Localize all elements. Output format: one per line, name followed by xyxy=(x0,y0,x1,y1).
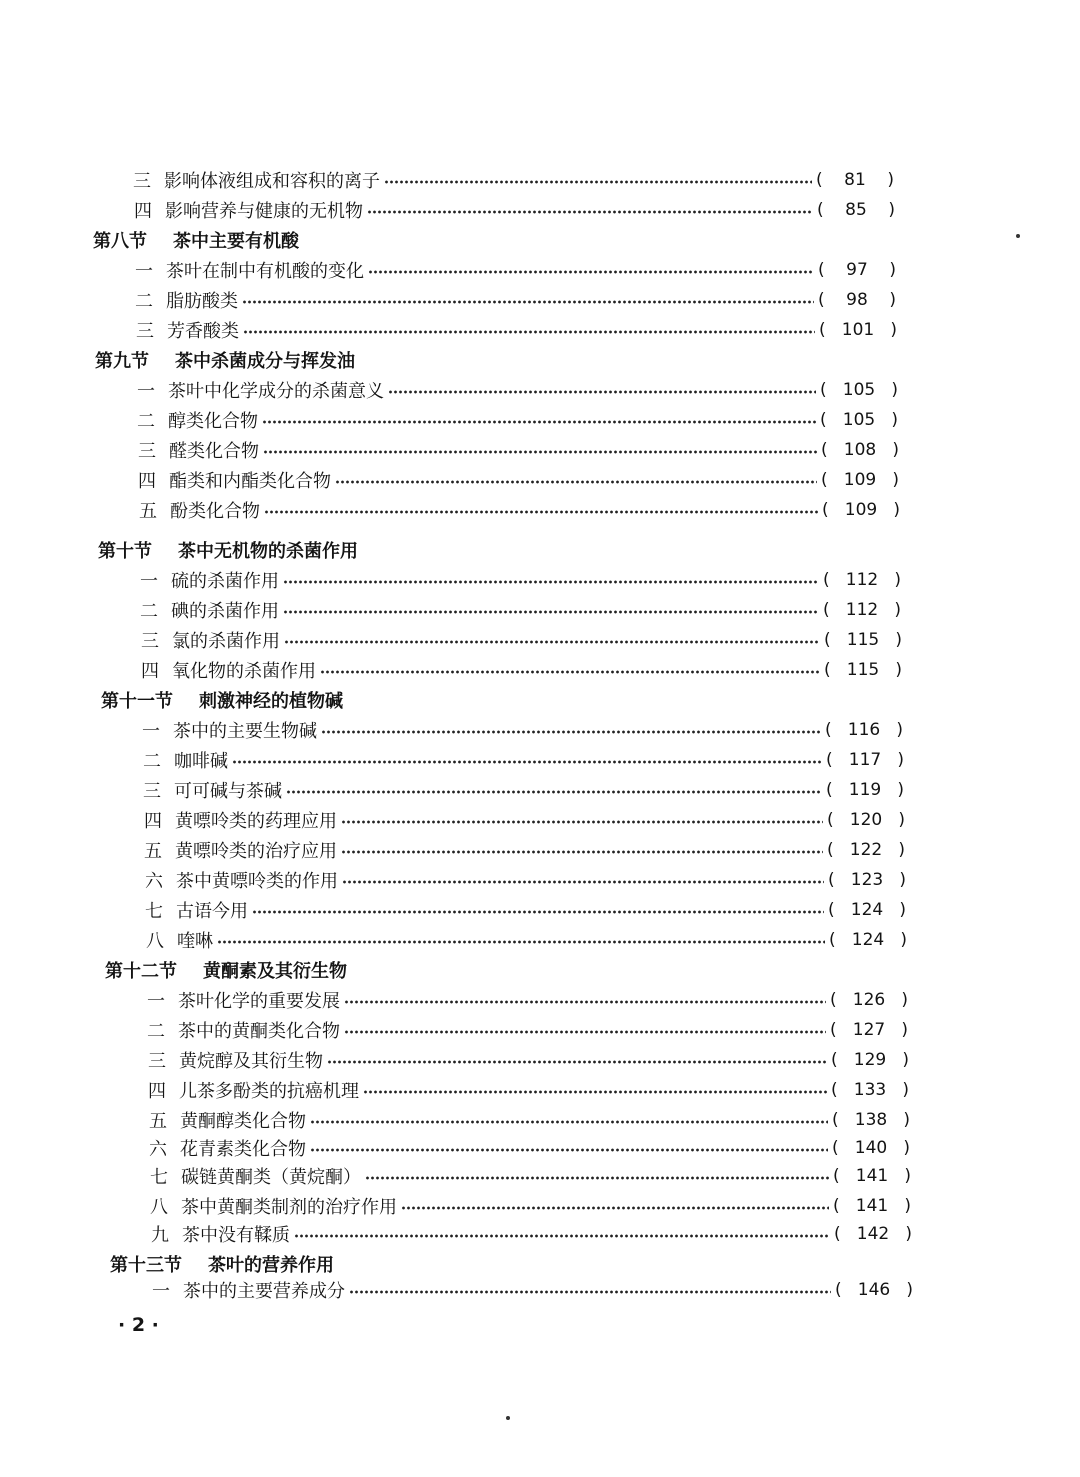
entry-number: 四 xyxy=(138,471,156,492)
close-paren: ) xyxy=(895,630,902,650)
entry-page xyxy=(818,260,896,280)
open-paren: ( xyxy=(816,170,823,190)
close-paren: ) xyxy=(891,380,898,400)
page-value: 117 xyxy=(848,750,882,770)
entry-number: 三 xyxy=(136,321,154,342)
open-paren: ( xyxy=(828,870,835,890)
close-paren: ) xyxy=(892,470,899,490)
page-value: 142 xyxy=(856,1224,890,1244)
close-paren: ) xyxy=(903,1110,910,1130)
open-paren: ( xyxy=(832,1138,839,1158)
close-paren: ) xyxy=(898,810,905,830)
page-value: 81 xyxy=(844,170,866,190)
page-value: 138 xyxy=(854,1110,888,1130)
entry-number: 八 xyxy=(150,1197,168,1218)
close-paren: ) xyxy=(902,1050,909,1070)
dot-leader xyxy=(341,820,823,824)
toc-entry xyxy=(129,566,901,594)
toc-entry xyxy=(126,406,898,434)
open-paren: ( xyxy=(821,440,828,460)
page-value: 119 xyxy=(848,780,882,800)
close-paren: ) xyxy=(896,720,903,740)
entry-page xyxy=(831,1050,909,1070)
entry-page xyxy=(826,750,904,770)
section-label: 第十三节 xyxy=(110,1255,182,1276)
dot-leader xyxy=(384,180,812,184)
open-paren: ( xyxy=(833,1196,840,1216)
section-title: 茶中杀菌成分与挥发油 xyxy=(175,351,355,372)
entry-page xyxy=(819,320,897,340)
entry-page xyxy=(828,900,906,920)
close-paren: ) xyxy=(893,500,900,520)
open-paren: ( xyxy=(826,780,833,800)
toc-entry xyxy=(140,1220,912,1248)
entry-title: 黄烷醇及其衍生物 xyxy=(179,1051,323,1072)
dot-leader xyxy=(341,850,823,854)
entry-number: 七 xyxy=(145,901,163,922)
toc-entry xyxy=(134,896,906,924)
toc-entry xyxy=(138,1134,910,1162)
open-paren: ( xyxy=(833,1166,840,1186)
section-heading xyxy=(93,226,299,254)
section-title: 茶中无机物的杀菌作用 xyxy=(178,541,358,562)
section-heading xyxy=(101,686,343,714)
dot-leader xyxy=(327,1060,827,1064)
entry-page xyxy=(823,600,901,620)
toc-entry xyxy=(133,806,905,834)
toc-entry xyxy=(124,256,896,284)
close-paren: ) xyxy=(902,1080,909,1100)
section-label: 第八节 xyxy=(93,231,147,252)
entry-page xyxy=(824,630,902,650)
entry-page xyxy=(820,410,898,430)
open-paren: ( xyxy=(834,1224,841,1244)
section-heading xyxy=(110,1250,334,1278)
entry-title: 茶中的主要生物碱 xyxy=(173,721,317,742)
page-value: 129 xyxy=(853,1050,887,1070)
entry-number: 四 xyxy=(134,201,152,222)
entry-title: 茶中的主要营养成分 xyxy=(183,1281,345,1302)
open-paren: ( xyxy=(832,1110,839,1130)
entry-number: 九 xyxy=(151,1225,169,1246)
toc-entry xyxy=(137,1046,909,1074)
entry-title: 醇类化合物 xyxy=(168,411,258,432)
toc-entry xyxy=(141,1276,913,1304)
close-paren: ) xyxy=(906,1280,913,1300)
section-label: 第十节 xyxy=(98,541,152,562)
close-paren: ) xyxy=(898,840,905,860)
entry-title: 氯的杀菌作用 xyxy=(172,631,280,652)
toc-entry xyxy=(136,1016,908,1044)
open-paren: ( xyxy=(835,1280,842,1300)
toc-entry xyxy=(137,1076,909,1104)
entry-page xyxy=(829,930,907,950)
dot-leader xyxy=(262,420,816,424)
open-paren: ( xyxy=(831,1050,838,1070)
page-value: 124 xyxy=(850,900,884,920)
entry-title: 黄酮醇类化合物 xyxy=(180,1111,306,1132)
page-number: · 2 · xyxy=(118,1314,159,1336)
dot-leader xyxy=(217,940,825,944)
toc-entry xyxy=(135,926,907,954)
entry-title: 茶中的黄酮类化合物 xyxy=(178,1021,340,1042)
page-value: 123 xyxy=(850,870,884,890)
open-paren: ( xyxy=(830,990,837,1010)
scan-speck xyxy=(506,1416,510,1420)
entry-number: 二 xyxy=(137,411,155,432)
open-paren: ( xyxy=(823,600,830,620)
page-value: 115 xyxy=(846,660,880,680)
open-paren: ( xyxy=(825,720,832,740)
section-title: 茶中主要有机酸 xyxy=(173,231,299,252)
section-label: 第十一节 xyxy=(101,691,173,712)
close-paren: ) xyxy=(904,1196,911,1216)
entry-number: 八 xyxy=(146,931,164,952)
entry-title: 茶叶中化学成分的杀菌意义 xyxy=(168,381,384,402)
entry-number: 二 xyxy=(143,751,161,772)
toc-entry xyxy=(128,496,900,524)
entry-page xyxy=(833,1166,911,1186)
entry-page xyxy=(835,1280,913,1300)
toc-entry xyxy=(131,716,903,744)
toc-entry xyxy=(132,776,904,804)
entry-number: 二 xyxy=(135,291,153,312)
close-paren: ) xyxy=(887,170,894,190)
entry-page xyxy=(822,500,900,520)
entry-page xyxy=(828,870,906,890)
dot-leader xyxy=(335,480,817,484)
dot-leader xyxy=(284,640,820,644)
open-paren: ( xyxy=(819,320,826,340)
page-value: 108 xyxy=(843,440,877,460)
toc-entry xyxy=(139,1162,911,1190)
section-label: 第十二节 xyxy=(105,961,177,982)
page-value: 127 xyxy=(852,1020,886,1040)
close-paren: ) xyxy=(897,750,904,770)
open-paren: ( xyxy=(820,410,827,430)
section-title: 黄酮素及其衍生物 xyxy=(203,961,347,982)
entry-title: 碘的杀菌作用 xyxy=(171,601,279,622)
open-paren: ( xyxy=(823,570,830,590)
page-value: 141 xyxy=(855,1166,889,1186)
toc-entry xyxy=(123,196,895,224)
toc-entry xyxy=(127,436,899,464)
scan-speck xyxy=(1016,234,1020,238)
entry-page xyxy=(834,1224,912,1244)
section-title: 刺激神经的植物碱 xyxy=(199,691,343,712)
entry-title: 茶中黄酮类制剂的治疗作用 xyxy=(181,1197,397,1218)
entry-number: 一 xyxy=(147,991,165,1012)
entry-page xyxy=(830,1020,908,1040)
page-value: 109 xyxy=(844,500,878,520)
toc-entry xyxy=(126,376,898,404)
entry-number: 五 xyxy=(149,1111,167,1132)
entry-page xyxy=(831,1080,909,1100)
entry-number: 一 xyxy=(142,721,160,742)
entry-title: 脂肪酸类 xyxy=(166,291,238,312)
entry-title: 茶中黄嘌呤类的作用 xyxy=(176,871,338,892)
entry-page xyxy=(825,720,903,740)
entry-page xyxy=(832,1110,910,1130)
page-value: 105 xyxy=(842,410,876,430)
dot-leader xyxy=(365,1176,829,1180)
close-paren: ) xyxy=(904,1166,911,1186)
entry-number: 一 xyxy=(152,1281,170,1302)
entry-page xyxy=(817,200,895,220)
entry-title: 茶叶化学的重要发展 xyxy=(178,991,340,1012)
close-paren: ) xyxy=(905,1224,912,1244)
close-paren: ) xyxy=(891,410,898,430)
dot-leader xyxy=(286,790,822,794)
toc-entry xyxy=(130,656,902,684)
close-paren: ) xyxy=(901,1020,908,1040)
entry-title: 影响营养与健康的无机物 xyxy=(165,201,363,222)
open-paren: ( xyxy=(824,630,831,650)
entry-number: 四 xyxy=(148,1081,166,1102)
entry-number: 一 xyxy=(135,261,153,282)
page-value: 112 xyxy=(845,600,879,620)
dot-leader xyxy=(368,270,814,274)
section-heading xyxy=(98,536,358,564)
dot-leader xyxy=(310,1148,828,1152)
dot-leader xyxy=(294,1234,830,1238)
entry-page xyxy=(826,780,904,800)
dot-leader xyxy=(401,1206,829,1210)
page-value: 97 xyxy=(846,260,868,280)
toc-entry xyxy=(122,166,894,194)
open-paren: ( xyxy=(831,1080,838,1100)
dot-leader xyxy=(349,1290,831,1294)
close-paren: ) xyxy=(899,900,906,920)
entry-page xyxy=(818,290,896,310)
close-paren: ) xyxy=(897,780,904,800)
toc-entry xyxy=(130,626,902,654)
entry-number: 一 xyxy=(137,381,155,402)
entry-number: 一 xyxy=(140,571,158,592)
section-title: 茶叶的营养作用 xyxy=(208,1255,334,1276)
entry-title: 影响体液组成和容积的离子 xyxy=(164,171,380,192)
open-paren: ( xyxy=(824,660,831,680)
close-paren: ) xyxy=(889,290,896,310)
toc-entry xyxy=(133,836,905,864)
page-value: 133 xyxy=(853,1080,887,1100)
entry-page xyxy=(827,810,905,830)
dot-leader xyxy=(367,210,813,214)
toc-entry xyxy=(136,986,908,1014)
entry-title: 茶中没有鞣质 xyxy=(182,1225,290,1246)
open-paren: ( xyxy=(827,840,834,860)
entry-number: 三 xyxy=(138,441,156,462)
page-value: 85 xyxy=(845,200,867,220)
entry-page xyxy=(833,1196,911,1216)
dot-leader xyxy=(252,910,824,914)
page-value: 141 xyxy=(855,1196,889,1216)
page-value: 126 xyxy=(852,990,886,1010)
entry-number: 三 xyxy=(133,171,151,192)
open-paren: ( xyxy=(821,470,828,490)
entry-number: 四 xyxy=(141,661,159,682)
open-paren: ( xyxy=(822,500,829,520)
page-value: 146 xyxy=(857,1280,891,1300)
entry-number: 五 xyxy=(139,501,157,522)
close-paren: ) xyxy=(899,870,906,890)
open-paren: ( xyxy=(826,750,833,770)
entry-title: 酯类和内酯类化合物 xyxy=(169,471,331,492)
entry-page xyxy=(820,380,898,400)
entry-title: 咖啡碱 xyxy=(174,751,228,772)
entry-title: 硫的杀菌作用 xyxy=(171,571,279,592)
open-paren: ( xyxy=(829,930,836,950)
entry-page xyxy=(821,440,899,460)
entry-title: 儿茶多酚类的抗癌机理 xyxy=(179,1081,359,1102)
dot-leader xyxy=(242,300,814,304)
close-paren: ) xyxy=(895,660,902,680)
entry-title: 喹啉 xyxy=(177,931,213,952)
entry-title: 醛类化合物 xyxy=(169,441,259,462)
close-paren: ) xyxy=(890,320,897,340)
entry-number: 七 xyxy=(150,1167,168,1188)
entry-title: 可可碱与茶碱 xyxy=(174,781,282,802)
entry-title: 黄嘌呤类的药理应用 xyxy=(175,811,337,832)
open-paren: ( xyxy=(818,260,825,280)
dot-leader xyxy=(263,450,817,454)
entry-number: 二 xyxy=(140,601,158,622)
toc-entry xyxy=(129,596,901,624)
dot-leader xyxy=(321,730,821,734)
entry-title: 花青素类化合物 xyxy=(180,1139,306,1160)
entry-title: 茶叶在制中有机酸的变化 xyxy=(166,261,364,282)
dot-leader xyxy=(243,330,815,334)
entry-number: 二 xyxy=(147,1021,165,1042)
entry-page xyxy=(824,660,902,680)
dot-leader xyxy=(342,880,824,884)
entry-number: 四 xyxy=(144,811,162,832)
entry-page xyxy=(821,470,899,490)
dot-leader xyxy=(232,760,822,764)
entry-title: 碳链黄酮类（黄烷酮） xyxy=(181,1167,361,1188)
close-paren: ) xyxy=(894,570,901,590)
entry-title: 芳香酸类 xyxy=(167,321,239,342)
toc-entry xyxy=(125,316,897,344)
entry-number: 三 xyxy=(141,631,159,652)
entry-number: 六 xyxy=(149,1139,167,1160)
entry-title: 酚类化合物 xyxy=(170,501,260,522)
close-paren: ) xyxy=(901,990,908,1010)
section-heading xyxy=(105,956,347,984)
entry-title: 黄嘌呤类的治疗应用 xyxy=(175,841,337,862)
dot-leader xyxy=(264,510,818,514)
entry-title: 古语今用 xyxy=(176,901,248,922)
section-heading xyxy=(95,346,355,374)
entry-number: 三 xyxy=(143,781,161,802)
page-value: 122 xyxy=(849,840,883,860)
dot-leader xyxy=(363,1090,827,1094)
page-value: 109 xyxy=(843,470,877,490)
open-paren: ( xyxy=(818,290,825,310)
section-label: 第九节 xyxy=(95,351,149,372)
dot-leader xyxy=(310,1120,828,1124)
entry-title: 氧化物的杀菌作用 xyxy=(172,661,316,682)
entry-page xyxy=(832,1138,910,1158)
page-value: 101 xyxy=(841,320,875,340)
open-paren: ( xyxy=(817,200,824,220)
open-paren: ( xyxy=(820,380,827,400)
entry-page xyxy=(816,170,894,190)
page-value: 115 xyxy=(846,630,880,650)
toc-entry xyxy=(134,866,906,894)
entry-number: 六 xyxy=(145,871,163,892)
page-value: 105 xyxy=(842,380,876,400)
open-paren: ( xyxy=(827,810,834,830)
toc-entry xyxy=(127,466,899,494)
entry-page xyxy=(830,990,908,1010)
entry-page xyxy=(827,840,905,860)
page-value: 116 xyxy=(847,720,881,740)
close-paren: ) xyxy=(888,200,895,220)
dot-leader xyxy=(320,670,820,674)
dot-leader xyxy=(283,580,819,584)
toc-entry xyxy=(139,1192,911,1220)
close-paren: ) xyxy=(889,260,896,280)
open-paren: ( xyxy=(830,1020,837,1040)
page-value: 120 xyxy=(849,810,883,830)
page-value: 124 xyxy=(851,930,885,950)
toc-entry xyxy=(132,746,904,774)
page-value: 140 xyxy=(854,1138,888,1158)
page-value: 112 xyxy=(845,570,879,590)
dot-leader xyxy=(388,390,816,394)
dot-leader xyxy=(344,1030,826,1034)
close-paren: ) xyxy=(903,1138,910,1158)
entry-number: 三 xyxy=(148,1051,166,1072)
page-value: 98 xyxy=(846,290,868,310)
open-paren: ( xyxy=(828,900,835,920)
dot-leader xyxy=(344,1000,826,1004)
entry-number: 五 xyxy=(144,841,162,862)
close-paren: ) xyxy=(892,440,899,460)
entry-page xyxy=(823,570,901,590)
close-paren: ) xyxy=(894,600,901,620)
dot-leader xyxy=(283,610,819,614)
close-paren: ) xyxy=(900,930,907,950)
toc-entry xyxy=(124,286,896,314)
toc-entry xyxy=(138,1106,910,1134)
